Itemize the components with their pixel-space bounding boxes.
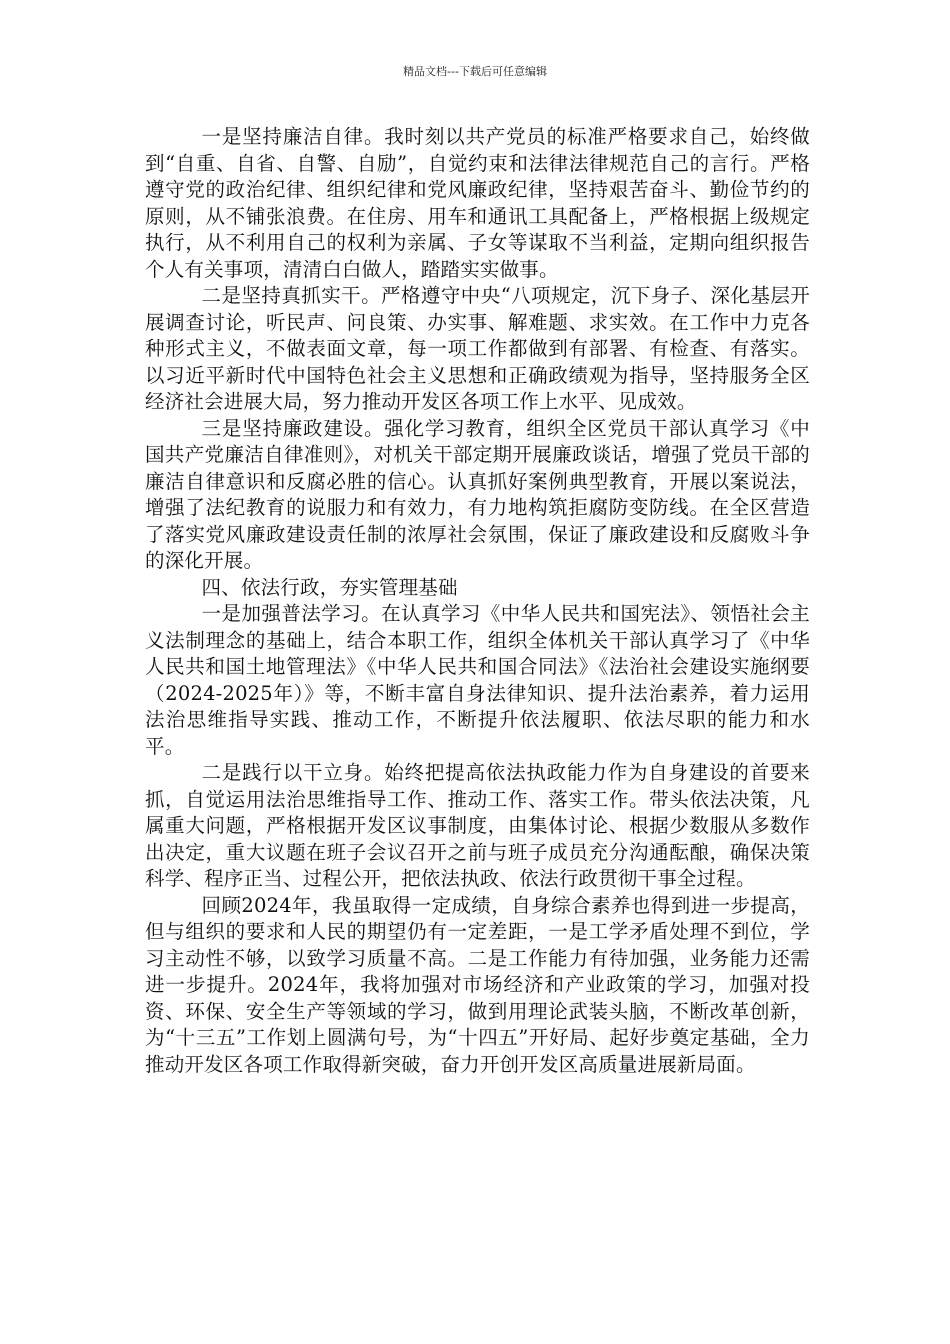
- page-header: 精品文档---下载后可任意编辑: [403, 65, 547, 78]
- paragraph-review: 回顾2024年，我虽取得一定成绩，自身综合素养也得到进一步提高，但与组织的要求和人民的期望仍有一定差距，一是工学矛盾处理不到位，学习主动性不够，以致学习质量不高。二是工作能力有待加强，业务能力还需进一步提升。2024年，我将加强对市场经济和产业政策的学习，加强对投资、环保、安全生产等领域的学习，做到用理论武装头脑，不断改革创新，为“十三五”工作划上圆满句号，为“十四五”开好局、起好步奠定基础，全力推动开发区各项工作取得新突破，奋力开创开发区高质量进展新局面。: [145, 893, 810, 1076]
- document-body: [145, 124, 810, 1078]
- paragraph-integrity: 一是坚持廉洁自律。我时刻以共产党员的标准严格要求自己，始终做到“自重、自省、自警、自励”，自觉约束和法律法律规范自己的言行。严格遵守党的政治纪律、组织纪律和党风廉政纪律，坚持艰苦奋斗、勤俭节约的原则，从不铺张浪费。在住房、用车和通讯工具配备上，严格根据上级规定执行，从不利用自己的权利为亲属、子女等谋取不当利益，定期向组织报告个人有关事项，清清白白做人，踏踏实实做事。: [145, 125, 810, 281]
- paragraph-practice: 二是践行以干立身。始终把提高依法执政能力作为自身建设的首要来抓，自觉运用法治思维指导工作、推动工作、落实工作。带头依法决策，凡属重大问题，严格根据开发区议事制度，由集体讨论、根据少数服从多数作出决定，重大议题在班子会议召开之前与班子成员充分沟通酝酿，确保决策科学、程序正当、过程公开，把依法执政、依法行政贯彻干事全过程。: [145, 761, 810, 890]
- paragraph-clean-governance: 三是坚持廉政建设。强化学习教育，组织全区党员干部认真学习《中国共产党廉洁自律准则》，对机关干部定期开展廉政谈话，增强了党员干部的廉洁自律意识和反腐必胜的信心。认真抓好案例典型教育，开展以案说法，增强了法纪教育的说服力和有效力，有力地构筑拒腐防变防线。在全区营造了落实党风廉政建设责任制的浓厚社会氛围，保证了廉政建设和反腐败斗争的深化开展。: [145, 416, 810, 572]
- paragraph-law-study: 一是加强普法学习。在认真学习《中华人民共和国宪法》、领悟社会主义法制理念的基础上，结合本职工作，组织全体机关干部认真学习了《中华人民共和国土地管理法》《中华人民共和国合同法》《法治社会建设实施纲要（2024-2025年）》等，不断丰富自身法律知识、提升法治素养，着力运用法治思维指导实践、推动工作，不断提升依法履职、依法尽职的能力和水平。: [145, 602, 810, 758]
- section-heading-law: 四、依法行政，夯实管理基础: [201, 575, 458, 599]
- paragraph-hard-work: 二是坚持真抓实干。严格遵守中央“八项规定，沉下身子、深化基层开展调查讨论，听民声、问良策、办实事、解难题、求实效。在工作中力克各种形式主义，不做表面文章，每一项工作都做到有部署、有检查、有落实。以习近平新时代中国特色社会主义思想和正确政绩观为指导，坚持服务全区经济社会进展大局，努力推动开发区各项工作上水平、见成效。: [145, 284, 810, 413]
